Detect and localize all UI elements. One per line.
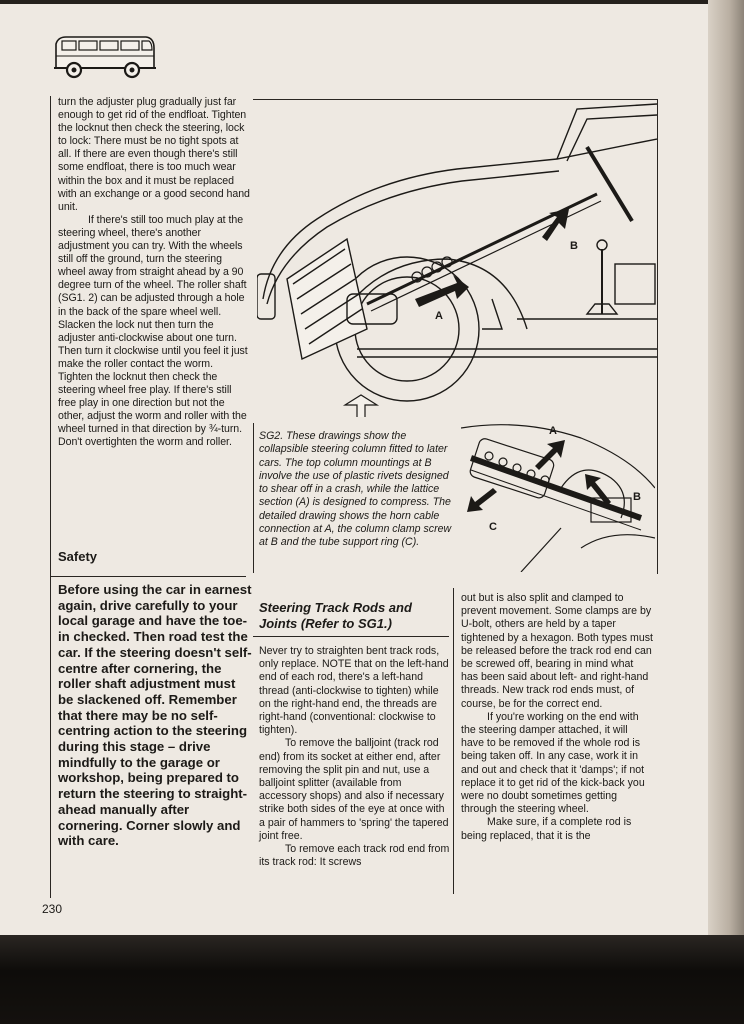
detail-drawing <box>461 418 655 572</box>
paragraph: To remove the balljoint (track rod end) from its socket at either end, after removing the split pin and nut, use a balljoint splitter (available from accessory shops) and also if necessary strike both sides of the eye at once with a pair of hammers to 'spring' the tapered joint free. <box>259 737 449 842</box>
column-2-text <box>259 645 451 869</box>
paragraph: turn the adjuster plug gradually just far enough to get rid of the endfloat. Tighten the locknut then check the steering, lock to lock: There must be no tight spots at all. If there are even though there's still some endfloat, there is too much wear within the box and it must be replaced with an exchange or a good second hand unit. <box>58 96 250 213</box>
detail-label-b: B <box>633 491 641 503</box>
steering-column-drawing <box>257 99 657 421</box>
section-heading-track-rods: Steering Track Rods and Joints (Refer to SG1.) <box>259 600 412 631</box>
paragraph: To remove each track rod end from its track rod: It screws <box>259 843 450 869</box>
camper-van-logo <box>50 32 158 82</box>
section-rule <box>253 636 449 637</box>
figure-label-b: B <box>570 240 578 252</box>
paragraph: If you're working on the end with the steering damper attached, it will have to be removed if the whole rod is being taken off. In any case, work it in and out and check that it 'damps'; if not replace it to get rid of the kick-back you were no doubt sometimes getting through the steering wheel. <box>461 710 645 816</box>
figure-label-a: A <box>435 310 443 322</box>
safety-heading: Safety <box>58 549 98 564</box>
safety-warning: Before using the car in earnest again, drive carefully to your local garage and have the toe-in checked. Then road test the car. If the steering doesn't self-centre after cornering, the roller shaft adjustment must be slackened off. Remember that there may be no self-centring action to the steering during this stage – drive mindfully to the garage or workshop, being prepared to return the steering to straight-ahead manually after cornering. Corner slowly and with care. <box>58 582 252 849</box>
figure-rule <box>253 423 254 573</box>
column-rule-middle <box>453 588 454 894</box>
paragraph: If there's still too much play at the steering wheel, there's another adjustment you can try. With the wheels still off the ground, turn the steering wheel away from straight ahead by a 90 degree turn of the wheel. The roller shaft (SG1. 2) can be adjusted through a hole in the back of the spare wheel well. Slacken the lock nut then turn the adjuster anti-clockwise about one turn. Then turn it clockwise until you feel it just make the roller contact the worm. Tighten the locknut then check the steering wheel free play. If there's still free play in one direction but not the other, adjust the worm and roller with the wheel turned in that direction by ¾-turn. Don't overtighten the worm and roller. <box>58 213 248 449</box>
page-edge <box>708 0 744 935</box>
figure-caption: SG2. These drawings show the collapsible steering column fitted to later cars. The top column mountings at B involve the use of plastic rivets designed to shear off in a crash, while the lattice section (A) is designed to compress. The detailed drawing shows the horn cable connection at A, the column clamp screw at B and the tube support ring (C). <box>259 430 452 549</box>
bottom-shadow <box>0 935 744 1024</box>
paragraph: Make sure, if a complete rod is being replaced, that it is the <box>461 816 632 842</box>
column-rule-left <box>50 96 51 898</box>
detail-label-c: C <box>489 521 497 533</box>
section-rule <box>50 576 246 577</box>
paragraph: Never try to straighten bent track rods, only replace. NOTE that on the left-hand end of each rod, there's a left-hand thread (anti-clockwise to tighten) while on the right-hand end, the threads are right-hand (conventional: clockwise to tighten). <box>259 645 449 737</box>
column-1-text <box>58 96 250 450</box>
column-3-text <box>461 592 653 843</box>
paragraph: out but is also split and clamped to prevent movement. Some clamps are by U-bolt, others are held by a taper tightened by a hexagon. Both types must be released before the track rod end can be screwed off, bearing in mind what has been said about left- and right-hand threads. New track rod ends must, of course, be for the correct end. <box>461 592 653 710</box>
page-number: 230 <box>42 902 63 916</box>
detail-label-a: A <box>549 425 557 437</box>
